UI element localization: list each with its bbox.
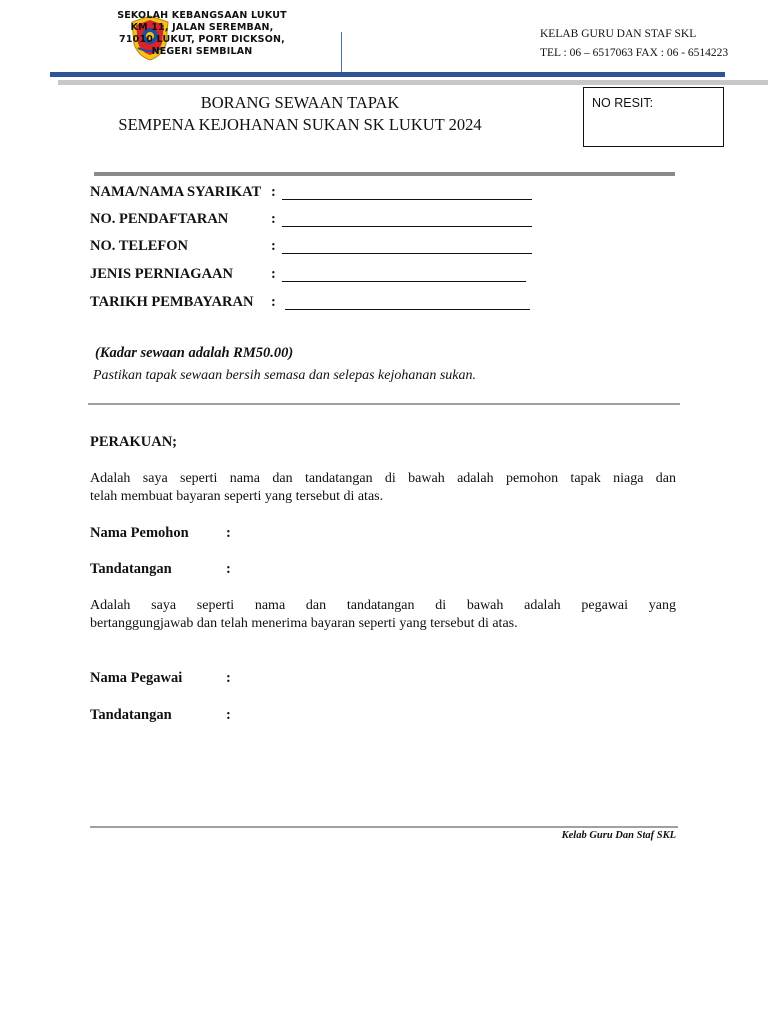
rental-rate-note: (Kadar sewaan adalah RM50.00) [95, 345, 294, 361]
applicant-signature-row [90, 561, 390, 581]
phone-input-line[interactable] [282, 253, 532, 254]
school-address-line: NEGERI SEMBILAN [151, 46, 253, 57]
footer-divider [90, 826, 678, 828]
field-business-type [90, 266, 690, 286]
field-colon: : [271, 184, 276, 200]
officer-declaration-line2: bertanggungjawab dan telah menerima bayaran seperti yang tersebut di atas. [90, 616, 518, 631]
field-colon: : [271, 238, 276, 254]
field-company-name [90, 184, 690, 204]
school-address-line: 71010 LUKUT, PORT DICKSON, [119, 34, 285, 45]
form-title-line1: BORANG SEWAAN TAPAK [200, 93, 400, 112]
applicant-name-label: Nama Pemohon [90, 525, 189, 541]
officer-signature-row [90, 707, 390, 727]
school-address-line: KM 11, JALAN SEREMBAN, [130, 22, 274, 33]
applicant-signature-colon: : [226, 561, 231, 577]
receipt-number-box[interactable] [583, 87, 724, 147]
school-address [112, 10, 292, 58]
form-title [100, 92, 500, 136]
field-phone [90, 238, 690, 258]
officer-name-label: Nama Pegawai [90, 670, 183, 686]
applicant-declaration-line1: Adalah saya seperti nama dan tandatangan di bawah adalah pemohon tapak niaga dan [90, 471, 676, 486]
school-address-line: SEKOLAH KEBANGSAAN LUKUT [117, 10, 287, 21]
business-type-input-line[interactable] [282, 281, 526, 282]
company-name-input-line[interactable] [282, 199, 532, 200]
field-registration-no [90, 211, 690, 231]
applicant-declaration-text [90, 470, 676, 506]
club-info [540, 28, 728, 59]
registration-no-input-line[interactable] [282, 226, 532, 227]
field-colon: : [271, 266, 276, 282]
section-divider [88, 403, 680, 405]
club-contact: TEL : 06 – 6517063 FAX : 06 - 6514223 [540, 47, 729, 59]
officer-signature-label: Tandatangan [90, 707, 172, 723]
club-name: KELAB GURU DAN STAF SKL [540, 28, 697, 40]
header-divider [341, 32, 342, 74]
field-payment-date [90, 294, 690, 314]
field-label: NAMA/NAMA SYARIKAT [90, 184, 262, 200]
receipt-number-label: NO RESIT: [592, 96, 654, 110]
field-label: TARIKH PEMBAYARAN [90, 294, 254, 310]
field-label: NO. PENDAFTARAN [90, 211, 229, 227]
field-colon: : [271, 294, 276, 310]
footer-text: Kelab Guru Dan Staf SKL [561, 830, 676, 841]
officer-name-row [90, 670, 390, 690]
title-divider [94, 172, 675, 176]
officer-signature-colon: : [226, 707, 231, 723]
declaration-heading: PERAKUAN; [90, 434, 177, 450]
officer-declaration-line1: Adalah saya seperti nama dan tandatangan di bawah adalah pegawai yang [90, 598, 676, 613]
payment-date-input-line[interactable] [285, 309, 530, 310]
applicant-declaration-line2: telah membuat bayaran seperti yang tersebut di atas. [90, 489, 384, 504]
applicant-name-colon: : [226, 525, 231, 541]
applicant-name-row [90, 525, 390, 545]
cleanliness-note: Pastikan tapak sewaan bersih semasa dan selepas kejohanan sukan. [93, 368, 477, 383]
form-title-line2: SEMPENA KEJOHANAN SUKAN SK LUKUT 2024 [118, 115, 482, 134]
officer-name-colon: : [226, 670, 231, 686]
header-rule-blue [50, 72, 725, 77]
officer-declaration-text [90, 597, 676, 633]
field-label: NO. TELEFON [90, 238, 189, 254]
applicant-signature-label: Tandatangan [90, 561, 172, 577]
header-rule-grey [58, 80, 768, 85]
field-label: JENIS PERNIAGAAN [90, 266, 234, 282]
field-colon: : [271, 211, 276, 227]
